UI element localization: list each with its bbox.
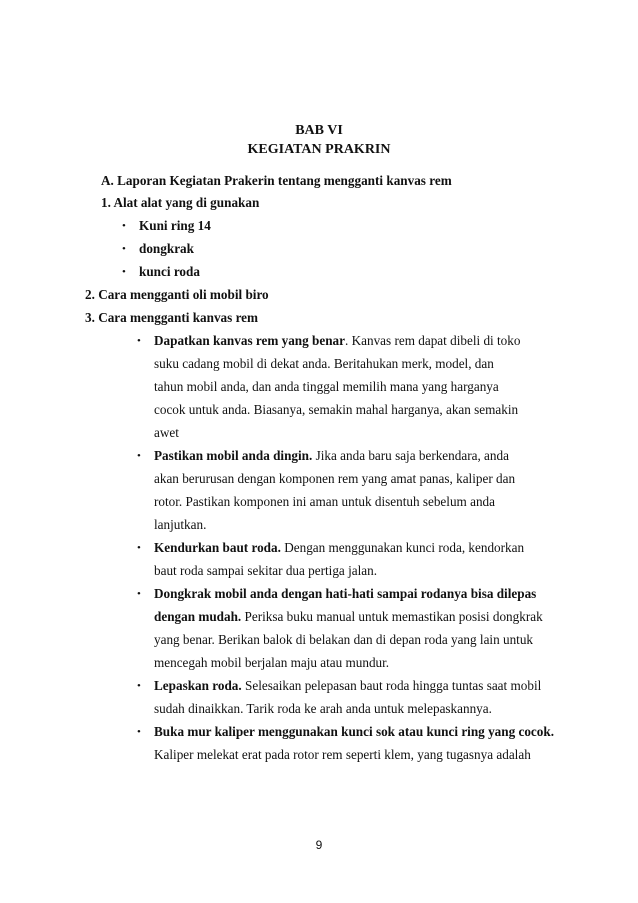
step-title: Pastikan mobil anda dingin. — [154, 448, 313, 463]
list-heading-brake: 3. Cara mengganti kanvas rem — [85, 310, 259, 325]
step-text: Jika anda baru saja berkendara, anda — [312, 448, 509, 463]
section-heading-a: A. Laporan Kegiatan Prakerin tentang mengganti kanvas rem — [101, 173, 452, 188]
tool-label: Kuni ring 14 — [139, 218, 211, 233]
step-text: mencegah mobil berjalan maju atau mundur. — [154, 655, 390, 670]
step-text: awet — [154, 425, 179, 440]
bullet-icon: • — [137, 335, 141, 347]
bullet-icon: • — [137, 450, 141, 462]
step-text: . Kanvas rem dapat dibeli di toko — [345, 333, 521, 348]
step-title: Dongkrak mobil anda dengan hati-hati sampai rodanya bisa dilepas — [154, 586, 537, 601]
step-first-line — [154, 448, 509, 464]
bullet-icon: • — [122, 266, 126, 278]
tool-label: dongkrak — [139, 241, 194, 256]
step-text: cocok untuk anda. Biasanya, semakin mahal harganya, akan semakin — [154, 402, 519, 417]
step-text: lanjutkan. — [154, 517, 207, 532]
bullet-icon: • — [137, 542, 141, 554]
bullet-icon: • — [122, 243, 126, 255]
bullet-icon: • — [122, 220, 126, 232]
step-text: yang benar. Berikan balok di belakan dan di depan roda yang lain untuk — [154, 632, 534, 647]
bullet-icon: • — [137, 588, 141, 600]
list-heading-oil: 2. Cara mengganti oli mobil biro — [85, 287, 269, 302]
step-title: Buka mur kaliper menggunakan kunci sok atau kunci ring yang cocok. — [154, 724, 555, 739]
chapter-number: BAB VI — [295, 123, 343, 138]
step-title: Lepaskan roda. — [154, 678, 242, 693]
step-text: Dengan menggunakan kunci roda, kendorkan — [280, 540, 525, 555]
step-text: akan berurusan dengan komponen rem yang amat panas, kaliper dan — [154, 471, 516, 486]
step-title: dengan mudah. — [154, 609, 242, 624]
step-text: rotor. Pastikan komponen ini aman untuk disentuh sebelum anda — [154, 494, 495, 509]
chapter-title: KEGIATAN PRAKRIN — [247, 142, 391, 157]
step-title: Kendurkan baut roda. — [154, 540, 281, 555]
step-title: Dapatkan kanvas rem yang benar — [154, 333, 346, 348]
step-text: tahun mobil anda, dan anda tinggal memilih mana yang harganya — [154, 379, 499, 394]
list-heading-tools: 1. Alat alat yang di gunakan — [101, 195, 260, 210]
step-text: Periksa buku manual untuk memastikan posisi dongkrak — [241, 609, 543, 624]
step-text: Kaliper melekat erat pada rotor rem seperti klem, yang tugasnya adalah — [154, 747, 531, 762]
step-text: sudah dinaikkan. Tarik roda ke arah anda untuk melepaskannya. — [154, 701, 492, 716]
bullet-icon: • — [137, 726, 141, 738]
step-first-line — [154, 678, 541, 694]
step-text: baut roda sampai sekitar dua pertiga jalan. — [154, 563, 378, 578]
step-first-line — [154, 609, 543, 625]
step-text: suku cadang mobil di dekat anda. Beritahukan merk, model, dan — [154, 356, 494, 371]
bullet-icon: • — [137, 680, 141, 692]
step-text: Selesaikan pelepasan baut roda hingga tuntas saat mobil — [241, 678, 542, 693]
page-number: 9 — [315, 838, 323, 852]
step-first-line — [154, 333, 520, 349]
tool-label: kunci roda — [139, 264, 200, 279]
step-first-line — [154, 540, 524, 556]
